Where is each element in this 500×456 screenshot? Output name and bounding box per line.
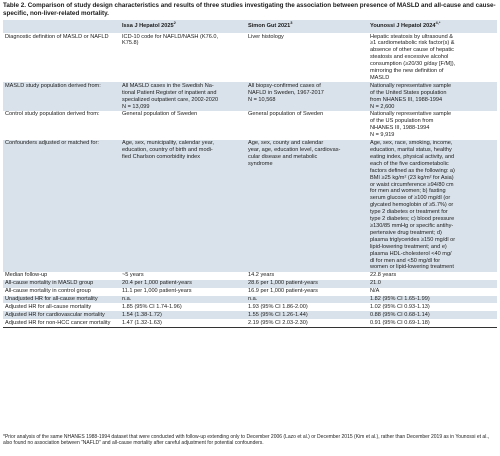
cell-line: 22.8 years [370, 272, 397, 279]
cell-line: Hepatic steatosis by ultrasound & [370, 33, 454, 40]
cell-line: 0.91 (95% CI 0.69-1.18) [370, 319, 430, 326]
cell-line: 1.02 (95% CI 0.93-1.13) [370, 303, 430, 310]
cell-line: plasma HDL-cholesterol <40 mg/ [370, 250, 452, 257]
cell-line: plasma triglycerides ≥150 mg/dl or [370, 236, 456, 243]
table-row [3, 296, 497, 304]
cell-line: BMI ≥25 kg/m² (23 kg/m² for Asia) [370, 174, 454, 181]
cell-issa [120, 140, 246, 272]
cell-line: specialized outpatient care, 2002-2020 [122, 96, 219, 103]
cell-simon [246, 111, 368, 140]
cell-issa [120, 288, 246, 296]
table-row [3, 272, 497, 280]
cell-line: N/A [370, 288, 380, 295]
cell-line: of the United States population [370, 89, 447, 96]
cell-line: each of the five cardiometabolic [370, 160, 449, 167]
cell-younossi [368, 82, 497, 111]
row-label: Unadjusted HR for all-cause mortality [3, 296, 120, 304]
table-row [3, 311, 497, 319]
cell-younossi [368, 140, 497, 272]
cell-issa [120, 111, 246, 140]
cell-issa [120, 319, 246, 327]
cell-line: 11.1 per 1,000 patient-years [122, 288, 192, 295]
cell-line: ≥1 cardiometabolic risk factor(s) & [370, 40, 455, 47]
cell-line: of the US population from [370, 118, 434, 125]
cell-younossi [368, 311, 497, 319]
cell-younossi [368, 280, 497, 288]
cell-younossi [368, 272, 497, 280]
cell-line: education, marital status, healthy [370, 147, 452, 153]
cell-line: ≥130/85 mmHg or specific antihy- [370, 222, 454, 229]
table-caption: Table 2. Comparison of study design characteristics and results of three studies investigating the association between presence of MASLD and all-cause and cause-specific, non-liver-related mortality. [3, 2, 496, 17]
cell-issa [120, 311, 246, 319]
cell-issa [120, 280, 246, 288]
cell-line: Age, sex, county and calendar [248, 140, 324, 147]
cell-line: 1.82 (95% CI 1.65-1.99) [370, 296, 430, 303]
cell-simon [246, 296, 368, 304]
cell-line: 1.47 (1.32-1.63) [122, 319, 162, 326]
table-footnote: *Prior analysis of the same NHANES 1988-1994 dataset that were conducted with follow-up extending only to December 2006 (Lazo et al.) or December 2015 (Kim et al.), rather than December 2019 as in Younossi et al., also found no association between “NAFLD” and all-cause mortality after careful adjustment for potential confounders. [3, 434, 490, 447]
table-row [3, 33, 497, 82]
cell-younossi [368, 319, 497, 327]
cell-line: serum glucose of ≥100 mg/dl (or [370, 195, 451, 202]
cell-line: education, country of birth and modi- [122, 147, 213, 153]
cell-line: year, age, education level, cardiovas- [248, 147, 341, 153]
cell-line: MASLD [370, 74, 390, 81]
row-label: Adjusted HR for non-HCC cancer mortality [3, 319, 120, 327]
row-label: Control study population derived from: [5, 111, 100, 118]
cell-younossi [368, 296, 497, 304]
cell-line: Age, sex, race, smoking, income, [370, 140, 453, 147]
row-label: MASLD study population derived from: [3, 82, 120, 111]
cell-issa [120, 303, 246, 311]
cell-line: tional Patient Register of inpatient and [122, 89, 217, 96]
cell-line: 20.4 per 1,000 patient-years [122, 280, 192, 287]
cell-line: n.a. [122, 296, 132, 303]
cell-younossi [368, 288, 497, 296]
cell-line: syndrome [248, 160, 273, 167]
table-header-row [3, 20, 497, 33]
cell-simon [246, 140, 368, 272]
cell-line: eating index, physical activity, and [370, 153, 455, 160]
cell-issa [120, 296, 246, 304]
header-empty [3, 20, 120, 33]
cell-line: fied Charlson comorbidity index [122, 153, 201, 160]
cell-younossi [368, 303, 497, 311]
cell-line: N = 9,919 [370, 132, 395, 139]
row-label: Adjusted HR for cardiovascular mortality [3, 311, 120, 319]
row-label: Diagnostic definition of MASLD or NAFLD [5, 33, 109, 40]
cell-line: Nationally representative sample [370, 111, 452, 118]
cell-line: N = 10,568 [248, 96, 276, 103]
cell-line: factors defined as the following: a) [370, 167, 455, 174]
cell-line: 21.0 [370, 280, 381, 287]
table-row [3, 319, 497, 327]
cell-younossi [368, 111, 497, 140]
cell-line: 14.2 years [248, 272, 275, 279]
cell-line: General population of Sweden [248, 111, 324, 118]
table-row [3, 280, 497, 288]
cell-line: women or lipid-lowering treatment [370, 264, 454, 271]
cell-line: 1.85 (95% CI 1.74-1.96) [122, 303, 182, 310]
cell-simon [246, 288, 368, 296]
cell-issa [120, 82, 246, 111]
cell-line: dl for men and <50 mg/dl for [370, 257, 441, 264]
cell-line: NHANES III, 1988-1994 [370, 125, 430, 132]
cell-simon [246, 311, 368, 319]
cell-line: ICD-10 code for NAFLD/NASH (K76.0, [122, 33, 219, 40]
cell-line: or waist circumference ≥94/80 cm [370, 181, 454, 188]
cell-line: lipid-lowering treatment; and e) [370, 243, 447, 250]
cell-line: All biopsy-confirmed cases of [248, 82, 321, 89]
row-label: Median follow-up [5, 272, 48, 279]
cell-line: 28.6 per 1,000 patient-years [248, 280, 318, 287]
cell-line: N = 2,600 [370, 103, 395, 110]
cell-line: 1.55 (95% CI 1.26-1.44) [248, 311, 308, 318]
cell-younossi [368, 33, 497, 82]
table-row [3, 303, 497, 311]
table-row [3, 140, 497, 272]
cell-line: consumption (≥20/30 g/day [F/M]), [370, 61, 456, 68]
row-label: Confounders adjusted or matched for: [3, 140, 120, 272]
cell-line: steatosis and excessive alcohol [370, 54, 449, 61]
cell-line: type 2 diabetes; c) blood pressure [370, 216, 455, 223]
cell-line: glycated hemoglobin of ≥5.7%) or [370, 202, 454, 209]
cell-line: 16.9 per 1,000 patient-years [248, 288, 318, 295]
header-younossi: Younossi J Hepatol $2024^{4,*}$ [368, 20, 497, 33]
cell-line: 0.88 (95% CI 0.68-1.14) [370, 311, 430, 318]
cell-line: type 2 diabetes or treatment for [370, 209, 448, 216]
cell-line: mirroring the new definition of [370, 68, 444, 75]
cell-simon [246, 319, 368, 327]
cell-line: cular disease and metabolic [248, 153, 318, 160]
row-label: All-cause mortality in control group [5, 288, 91, 295]
cell-line: ~5 years [122, 272, 144, 279]
cell-line: Nationally representative sample [370, 82, 452, 89]
cell-line: absence of other cause of hepatic [370, 47, 454, 54]
cell-line: K75.8) [122, 40, 139, 47]
cell-line: All MASLD cases in the Swedish Na- [122, 82, 214, 89]
cell-line: 1.54 (1.38-1.72) [122, 311, 162, 318]
row-label: All-cause mortality in MASLD group [3, 280, 120, 288]
cell-line: General population of Sweden [122, 111, 198, 118]
cell-simon [246, 33, 368, 82]
comparison-table [3, 20, 497, 328]
cell-simon [246, 303, 368, 311]
cell-line: for men and women; b) fasting [370, 188, 446, 195]
cell-simon [246, 272, 368, 280]
row-label: Adjusted HR for all-cause mortality [5, 303, 92, 310]
cell-issa [120, 272, 246, 280]
cell-line: from NHANES III, 1988-1994 [370, 96, 443, 103]
cell-line: n.a. [248, 296, 258, 303]
table-body [3, 33, 497, 328]
cell-simon [246, 280, 368, 288]
table-row [3, 288, 497, 296]
cell-line: pertensive drug treatment; d) [370, 229, 442, 236]
cell-line: Age, sex, municipality, calendar year, [122, 140, 214, 147]
cell-line: NAFLD in Sweden, 1967-2017 [248, 89, 324, 96]
table-row [3, 82, 497, 111]
header-issa: Issa J Hepatol 2025$^2$ [120, 20, 246, 33]
cell-line: 1.93 (95% CI 1.86-2.00) [248, 303, 308, 310]
header-simon: Simon Gut 2021$^3$ [246, 20, 368, 33]
cell-simon [246, 82, 368, 111]
cell-line: 2.19 (95% CI 2.03-2.30) [248, 319, 308, 326]
cell-issa [120, 33, 246, 82]
cell-line: N = 13,099 [122, 103, 150, 110]
table-row [3, 111, 497, 140]
cell-line: Liver histology [248, 33, 284, 40]
